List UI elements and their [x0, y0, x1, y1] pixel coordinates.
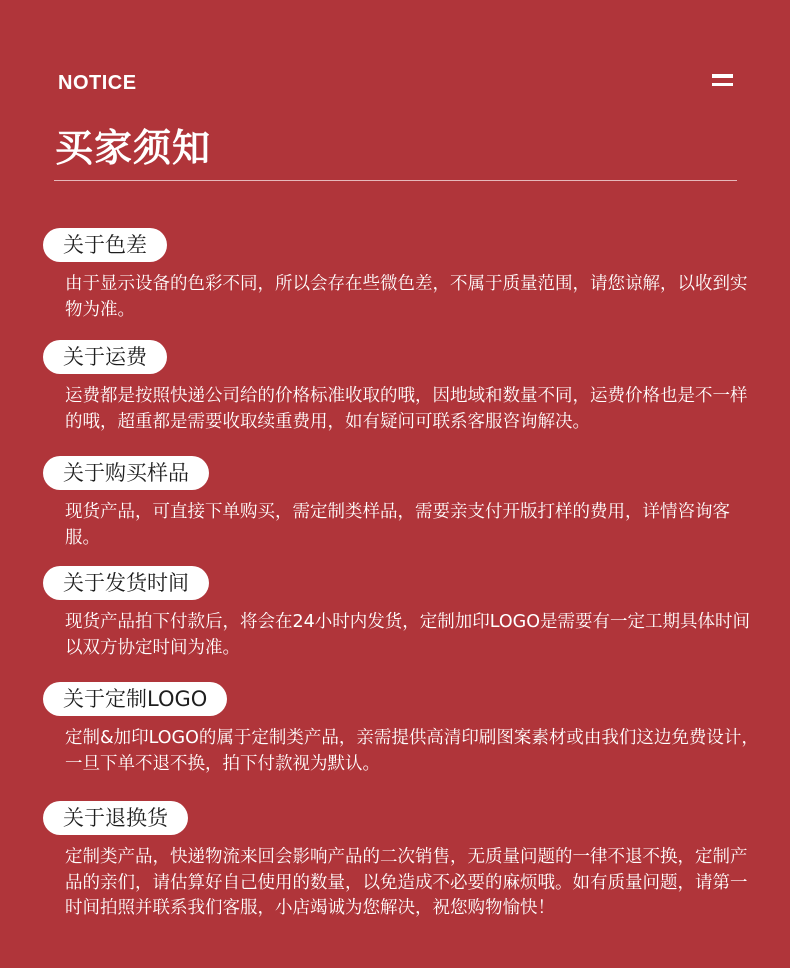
section-text: 由于显示设备的色彩不同，所以会存在些微色差，不属于质量范围，请您谅解，以收到实物为准。	[65, 274, 748, 320]
section-text: 运费都是按照快递公司给的价格标准收取的哦，因地域和数量不同，运费价格也是不一样的哦，超重都是需要收取续重费用，如有疑问可联系客服咨询解决。	[65, 386, 748, 432]
section-returns	[43, 801, 758, 922]
page-title: 买家须知	[55, 126, 212, 170]
section-heading: 关于发货时间	[43, 566, 209, 600]
section-heading: 关于购买样品	[43, 456, 209, 490]
section-text: 现货产品拍下付款后，将会在24小时内发货，定制加印LOGO是需要有一定工期具体时间以双方协定时间为准。	[65, 612, 751, 658]
section-text: 现货产品，可直接下单购买，需定制类样品，需要亲支付开版打样的费用，详情咨询客服。	[65, 502, 730, 548]
section-shipping-fee	[43, 340, 758, 435]
section-heading: 关于色差	[43, 228, 167, 262]
divider	[54, 180, 737, 181]
notice-label: NOTICE	[58, 72, 137, 94]
section-heading: 关于退换货	[43, 801, 188, 835]
section-samples	[43, 456, 758, 551]
menu-icon[interactable]	[712, 74, 733, 86]
section-text: 定制类产品，快递物流来回会影响产品的二次销售，无质量问题的一律不退不换，定制产品的亲们，请估算好自己使用的数量，以免造成不必要的麻烦哦。如有质量问题，请第一时间拍照并联系我们客服，小店竭诚为您解决，祝您购物愉快！	[65, 847, 748, 918]
section-custom-logo	[43, 682, 758, 777]
section-delivery-time	[43, 566, 758, 661]
section-heading: 关于定制LOGO	[43, 682, 227, 716]
section-heading: 关于运费	[43, 340, 167, 374]
section-color-difference	[43, 228, 758, 323]
section-text: 定制&加印LOGO的属于定制类产品，亲需提供高清印刷图案素材或由我们这边免费设计，一旦下单不退不换，拍下付款视为默认。	[65, 728, 759, 774]
